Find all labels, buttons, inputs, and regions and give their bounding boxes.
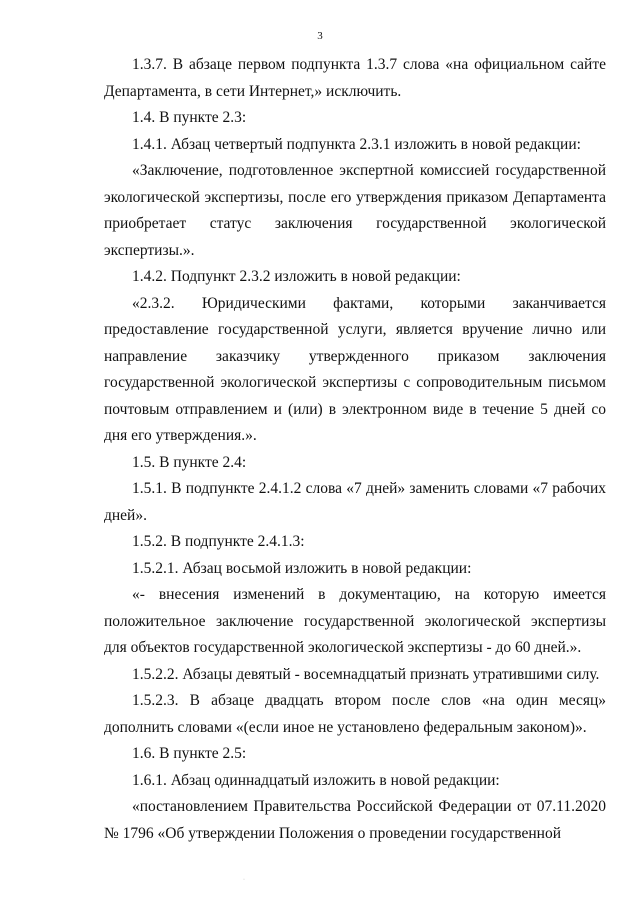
paragraph-1-4-1: 1.4.1. Абзац четвертый подпункта 2.3.1 изложить в новой редакции: (132, 135, 581, 153)
quote-government-decree: «постановлением Правительства Российской Федерации от 07.11.2020 № 1796 «Об утверждении Положения о проведении государственной (104, 798, 606, 842)
paragraph-1-3-7: 1.3.7. В абзаце первом подпункта 1.3.7 слова «на официальном сайте Департамента, в сети Интернет,» исключить. (104, 56, 606, 100)
quote-conclusion: «Заключение, подготовленное экспертной комиссией государственной экологической экспертизы, после его утверждения приказом Департамента приобретает статус заключения государственной экологической экспертизы.». (104, 162, 606, 259)
paragraph-1-5-2-3: 1.5.2.3. В абзаце двадцать втором после слов «на один месяц» дополнить словами «(если иное не установлено федеральным законом)». (104, 692, 606, 736)
paragraph-1-6-1: 1.6.1. Абзац одиннадцатый изложить в новой редакции: (132, 771, 500, 789)
document-body (104, 52, 606, 847)
quote-amendments: «- внесения изменений в документацию, на которую имеется положительное заключение государственной экологической экспертизы для объектов государственной экологической экспертизы - до 60 дней.». (104, 586, 606, 656)
paragraph-1-5-1: 1.5.1. В подпункте 2.4.1.2 слова «7 дней» заменить словами «7 рабочих дней». (104, 480, 606, 524)
paragraph-1-4: 1.4. В пункте 2.3: (132, 109, 247, 126)
scan-mark: · (243, 877, 245, 883)
paragraph-1-4-2: 1.4.2. Подпункт 2.3.2 изложить в новой редакции: (132, 268, 461, 285)
quote-2-3-2: «2.3.2. Юридическими фактами, которыми заканчивается предоставление государственной услуги, является вручение лично или направление заказчику утвержденного приказом заключения государственной экологической экспертизы с сопроводительным письмом почтовым отправлением и (или) в электронном виде в течение 5 дней со дня его утверждения.». (104, 294, 606, 444)
page-number: 3 (317, 30, 323, 42)
paragraph-1-5-2-1: 1.5.2.1. Абзац восьмой изложить в новой редакции: (132, 559, 472, 577)
paragraph-1-5-2-2: 1.5.2.2. Абзацы девятый - восемнадцатый признать утратившими силу. (132, 665, 600, 683)
paragraph-1-5-2: 1.5.2. В подпункте 2.4.1.3: (132, 533, 305, 550)
paragraph-1-6: 1.6. В пункте 2.5: (132, 745, 247, 762)
paragraph-1-5: 1.5. В пункте 2.4: (132, 453, 247, 471)
